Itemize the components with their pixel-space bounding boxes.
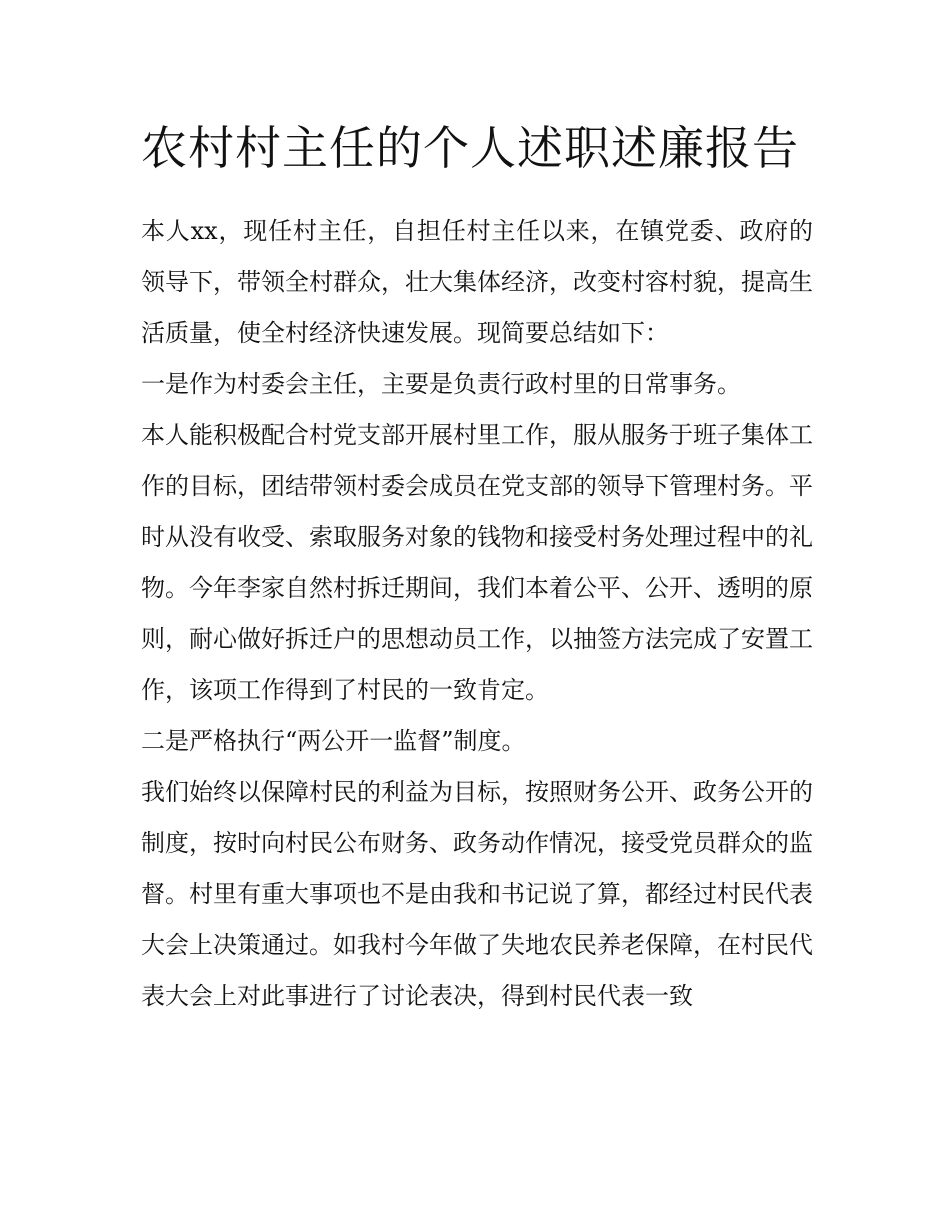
paragraph-section-2: 我们始终以保障村民的利益为目标，按照财务公开、政务公开的制度，按时向村民公布财务、政务动作情况，接受党员群众的监督。村里有重大事项也不是由我和书记说了算，都经过村民代表大会上决策通过。如我村今年做了失地农民养老保障，在村民代表大会上对此事进行了讨论表决，得到村民代表一致	[141, 778, 813, 1010]
document-title: 农村村主任的个人述职述廉报告	[141, 121, 799, 175]
section-heading-1: 一是作为村委会主任，主要是负责行政村里的日常事务。	[141, 370, 741, 398]
document-body	[141, 206, 813, 1022]
document-content	[141, 112, 813, 1022]
paragraph-section-1: 本人能积极配合村党支部开展村里工作，服从服务于班子集体工作的目标，团结带领村委会成员在党支部的领导下管理村务。平时从没有收受、索取服务对象的钱物和接受村务处理过程中的礼物。今年李家自然村拆迁期间，我们本着公平、公开、透明的原则，耐心做好拆迁户的思想动员工作，以抽签方法完成了安置工作，该项工作得到了村民的一致肯定。	[141, 421, 813, 704]
paragraph-intro: 本人xx，现任村主任，自担任村主任以来，在镇党委、政府的领导下，带领全村群众，壮大集体经济，改变村容村貌，提高生活质量，使全村经济快速发展。现简要总结如下：	[141, 217, 813, 347]
section-heading-2: 二是严格执行“两公开一监督”制度。	[141, 727, 526, 755]
